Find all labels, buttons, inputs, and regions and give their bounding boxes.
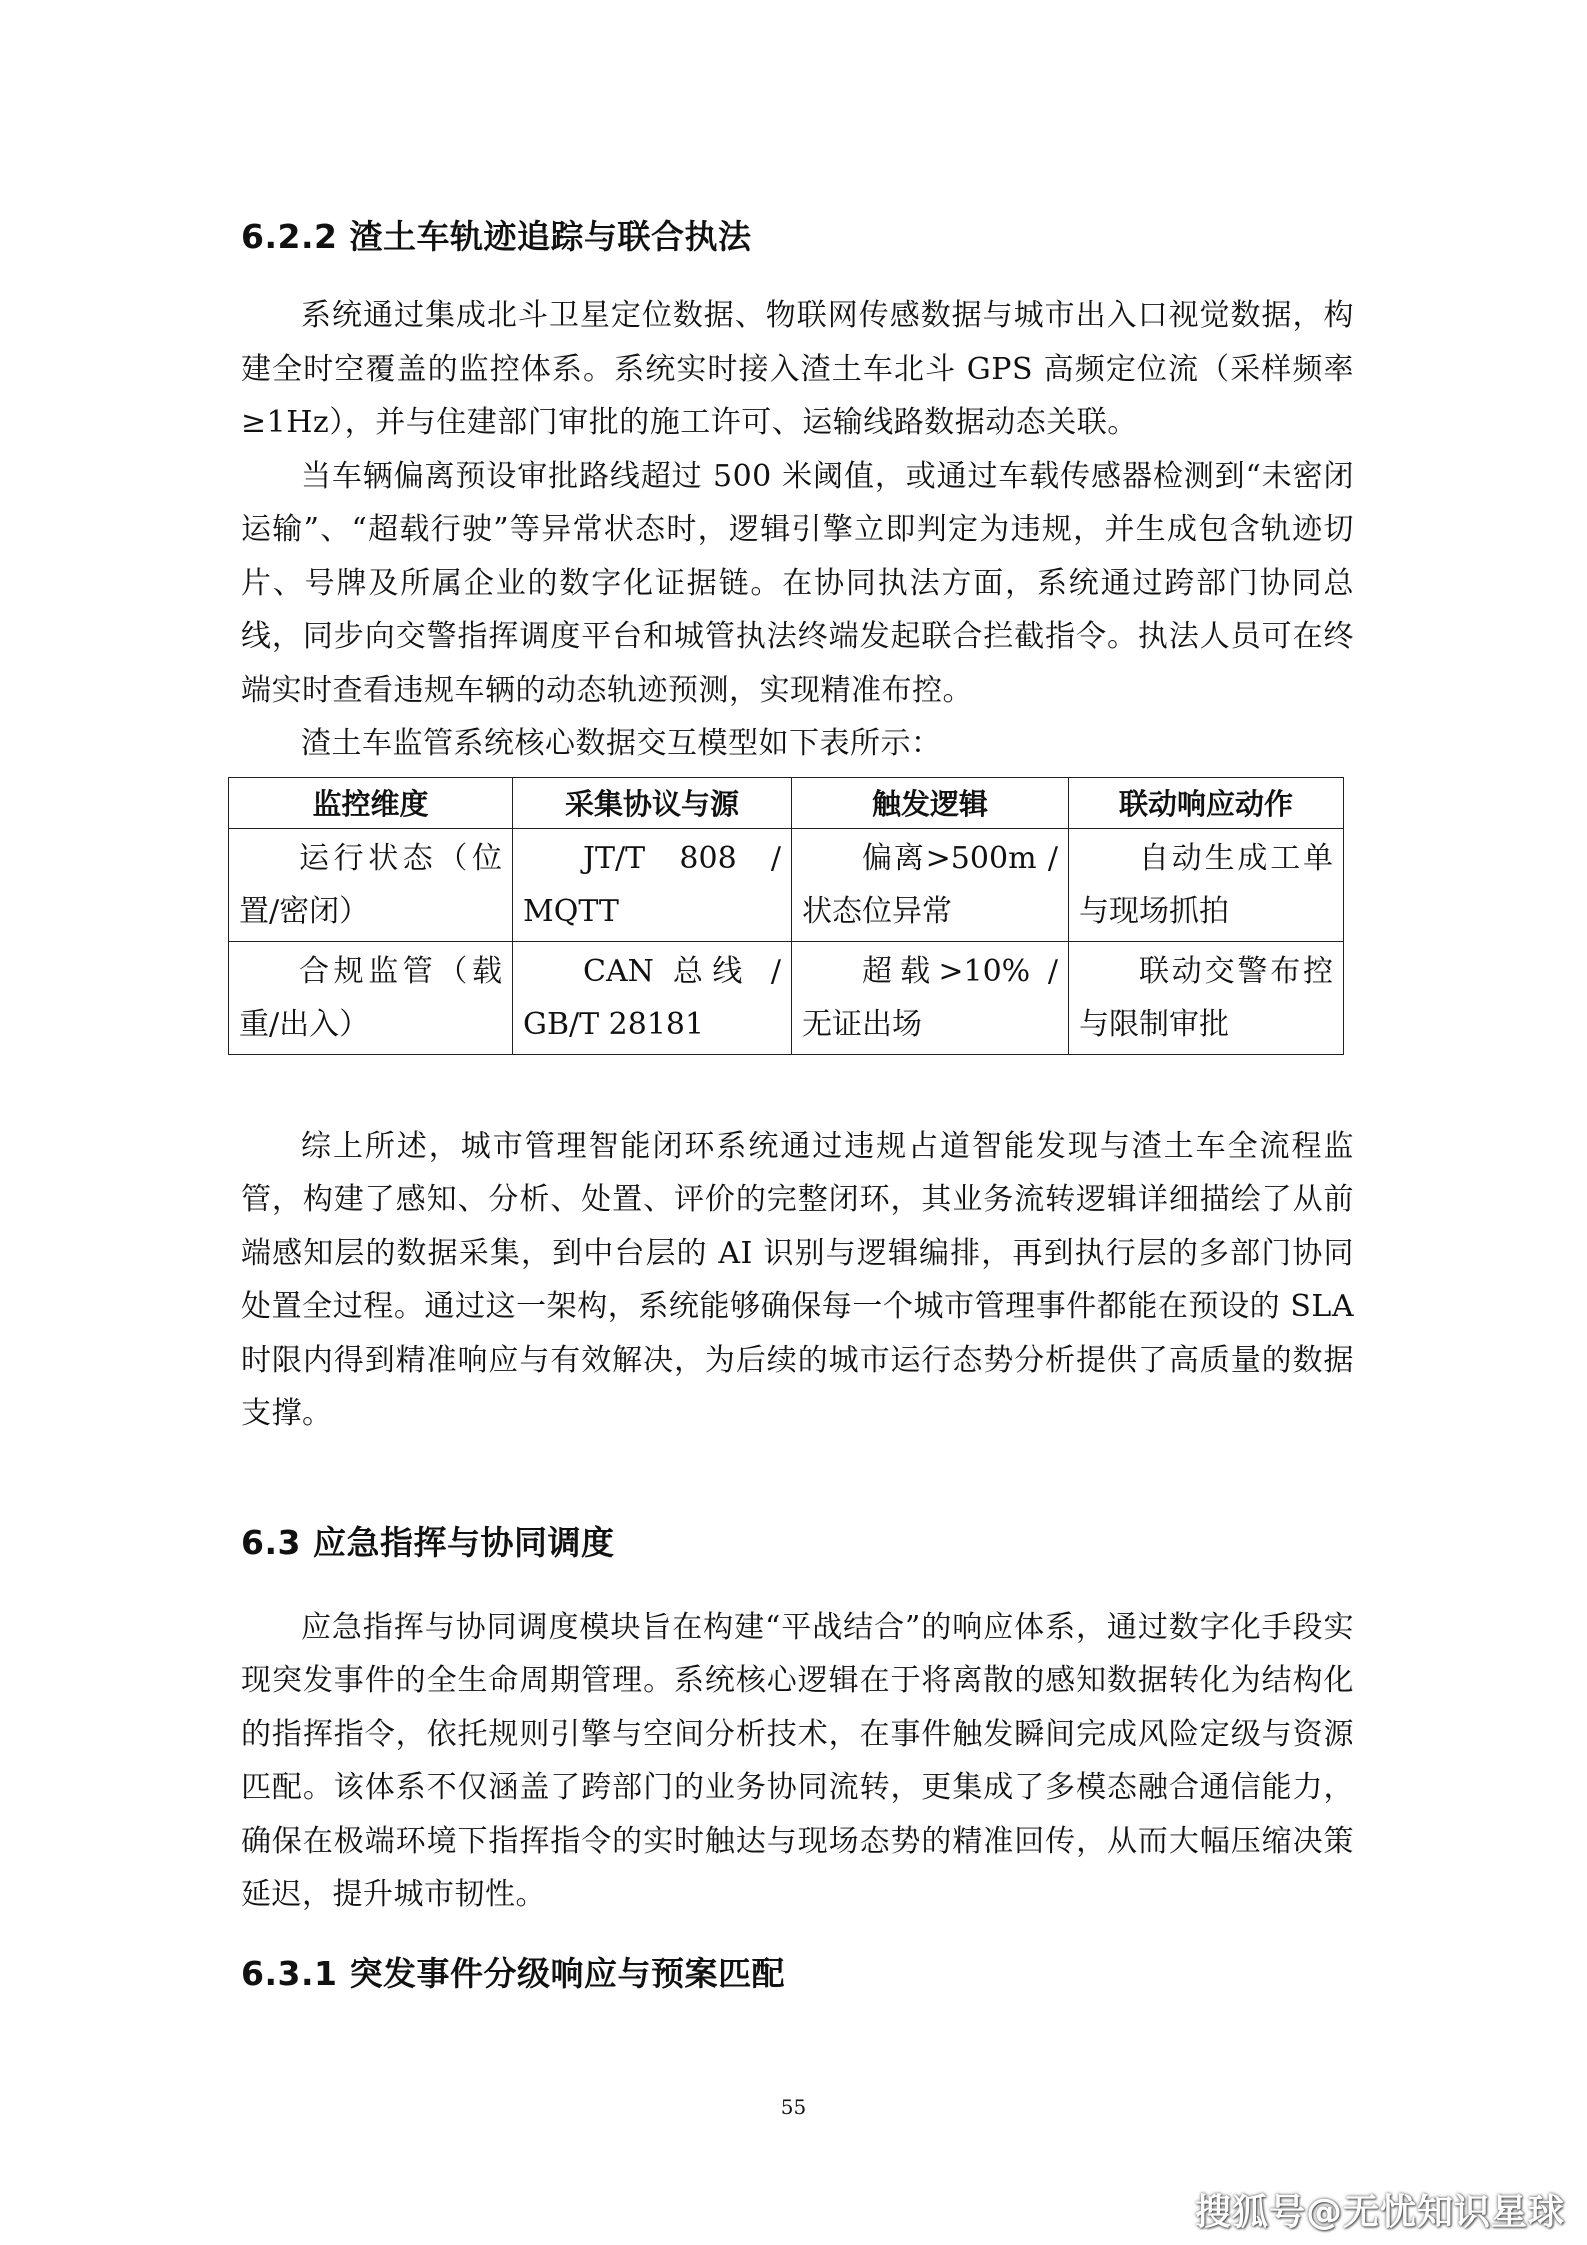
table-header-cell: 采集协议与源	[513, 777, 792, 828]
table-row	[229, 828, 1344, 941]
table-header-cell: 联动响应动作	[1069, 777, 1344, 828]
table-cell-text: 偏离>500m / 状态位异常	[802, 840, 1058, 929]
section-heading-6-3-1: 6.3.1 突发事件分级响应与预案匹配	[241, 1953, 785, 1993]
table-cell-text: 超载>10% / 无证出场	[802, 953, 1058, 1042]
section-heading-6-3: 6.3 应急指挥与协同调度	[241, 1522, 615, 1562]
table-row	[229, 941, 1344, 1054]
table-cell-text: 联动交警布控与限制审批	[1079, 953, 1333, 1042]
table-header-cell: 触发逻辑	[792, 777, 1069, 828]
table-cell	[792, 828, 1069, 941]
paragraph-emergency-command: 应急指挥与协同调度模块旨在构建“平战结合”的响应体系，通过数字化手段实现突发事件的全生命周期管理。系统核心逻辑在于将离散的感知数据转化为结构化的指挥指令，依托规则引擎与空间分析技术，在事件触发瞬间完成风险定级与资源匹配。该体系不仅涵盖了跨部门的业务协同流转，更集成了多模态融合通信能力，确保在极端环境下指挥指令的实时触达与现场态势的精准回传，从而大幅压缩决策延迟，提升城市韧性。	[241, 1609, 1354, 1912]
page-number: 55	[780, 2095, 807, 2119]
table-header-cell: 监控维度	[229, 777, 513, 828]
table-cell	[1069, 828, 1344, 941]
table-cell	[792, 941, 1069, 1054]
watermark-text: 搜狐号@无忧知识星球	[1194, 2192, 1565, 2233]
section-heading-6-2-2: 6.2.2 渣土车轨迹追踪与联合执法	[241, 217, 752, 256]
table-cell-text: 自动生成工单与现场抓拍	[1079, 840, 1333, 929]
table-cell-text: CAN 总线 / GB/T 28181	[523, 953, 781, 1042]
table-header-row	[229, 777, 1344, 828]
table-cell-text: 运行状态（位置/密闭）	[239, 840, 502, 929]
data-interaction-table	[228, 777, 1344, 1055]
page-content	[241, 205, 1354, 1996]
table-cell	[229, 941, 513, 1054]
table-cell	[229, 828, 513, 941]
table-caption: 渣土车监管系统核心数据交互模型如下表所示：	[301, 726, 942, 761]
table-cell	[513, 941, 792, 1054]
table-cell-text: JT/T 808 / MQTT	[523, 840, 781, 929]
table-cell	[1069, 941, 1344, 1054]
table-cell	[513, 828, 792, 941]
table-cell-text: 合规监管（载重/出入）	[239, 953, 502, 1042]
paragraph-tracking-intro: 系统通过集成北斗卫星定位数据、物联网传感数据与城市出入口视觉数据，构建全时空覆盖的监控体系。系统实时接入渣土车北斗 GPS 高频定位流（采样频率≥1Hz），并与住建部门审批的施工许可、运输线路数据动态关联。	[241, 298, 1354, 440]
paragraph-enforcement: 当车辆偏离预设审批路线超过 500 米阈值，或通过车载传感器检测到“未密闭运输”、“超载行驶”等异常状态时，逻辑引擎立即判定为违规，并生成包含轨迹切片、号牌及所属企业的数字化证据链。在协同执法方面，系统通过跨部门协同总线，同步向交警指挥调度平台和城管执法终端发起联合拦截指令。执法人员可在终端实时查看违规车辆的动态轨迹预测，实现精准布控。	[241, 458, 1354, 708]
paragraph-summary: 综上所述，城市管理智能闭环系统通过违规占道智能发现与渣土车全流程监管，构建了感知、分析、处置、评价的完整闭环，其业务流转逻辑详细描绘了从前端感知层的数据采集，到中台层的 AI 识别与逻辑编排，再到执行层的多部门协同处置全过程。通过这一架构，系统能够确保每一个城市管理事件都能在预设的 SLA 时限内得到精准响应与有效解决，为后续的城市运行态势分析提供了高质量的数据支撑。	[241, 1128, 1354, 1431]
